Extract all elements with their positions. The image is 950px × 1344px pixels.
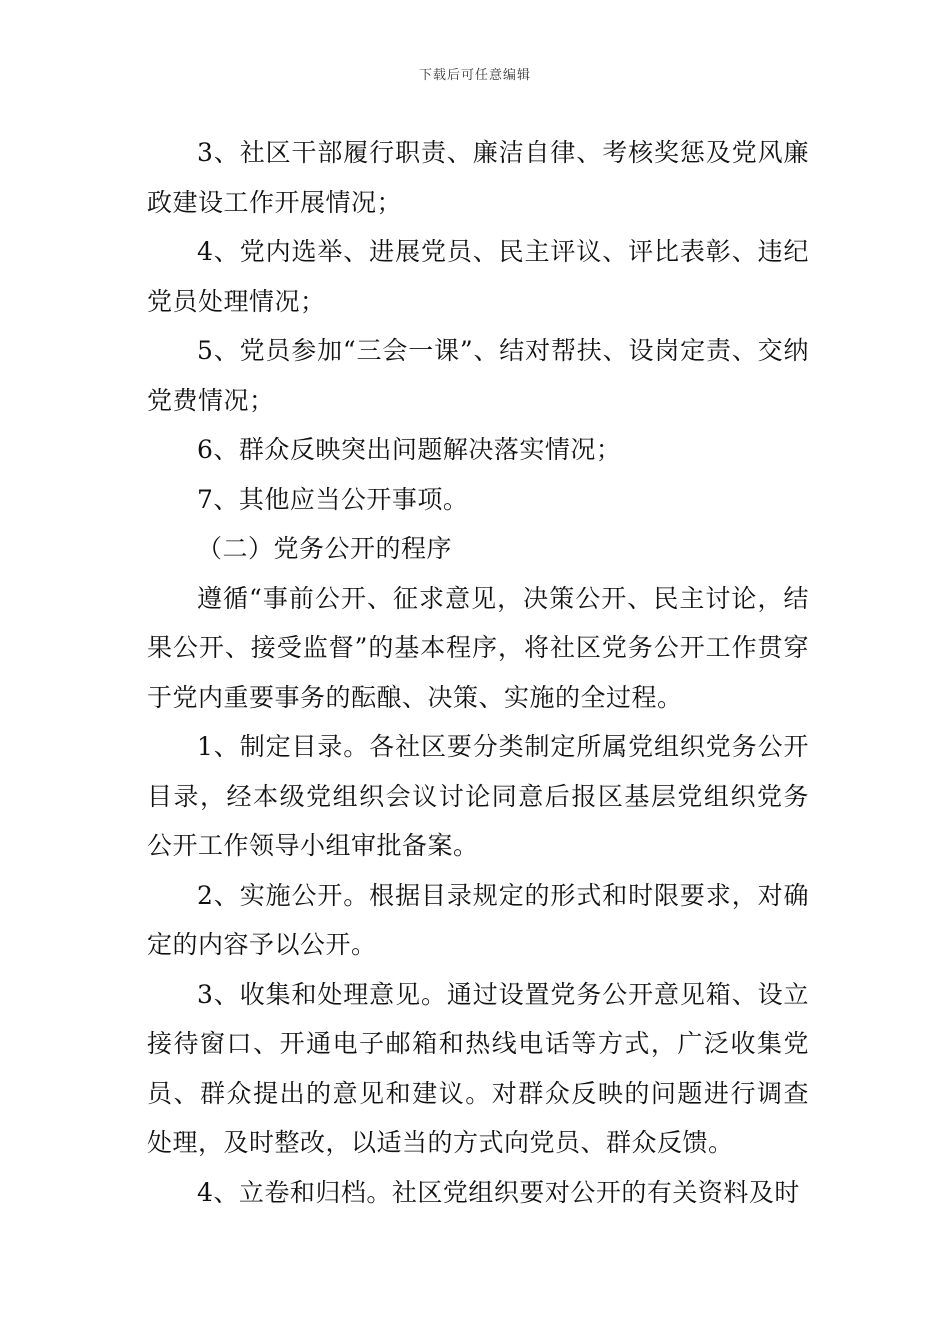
paragraph: 5、党员参加“三会一课”、结对帮扶、设岗定责、交纳党费情况； xyxy=(147,336,809,415)
page-header: 下载后可任意编辑 xyxy=(418,68,531,83)
paragraph: 2、实施公开。根据目录规定的形式和时限要求，对确定的内容予以公开。 xyxy=(147,880,809,959)
section-heading: （二）党务公开的程序 xyxy=(197,534,453,563)
paragraph: 遵循“事前公开、征求意见，决策公开、民主讨论，结果公开、接受监督”的基本程序，将社区党务公开工作贯穿于党内重要事务的酝酿、决策、实施的全过程。 xyxy=(147,583,809,712)
paragraph: 4、立卷和归档。社区党组织要对公开的有关资料及时 xyxy=(197,1177,800,1207)
paragraph: 7、其他应当公开事项。 xyxy=(197,484,469,514)
paragraph: 3、收集和处理意见。通过设置党务公开意见箱、设立接待窗口、开通电子邮箱和热线电话等方式，广泛收集党员、群众提出的意见和建议。对群众反映的问题进行调查处理，及时整改，以适当的方式向党员、群众反馈。 xyxy=(147,979,809,1157)
paragraph: 6、群众反映突出问题解决落实情况； xyxy=(197,435,622,464)
paragraph: 1、制定目录。各社区要分类制定所属党组织党务公开目录，经本级党组织会议讨论同意后报区基层党组织党务公开工作领导小组审批备案。 xyxy=(147,732,809,860)
paragraph: 4、党内选举、进展党员、民主评议、评比表彰、违纪党员处理情况； xyxy=(147,237,809,316)
paragraph: 3、社区干部履行职责、廉洁自律、考核奖惩及党风廉政建设工作开展情况； xyxy=(147,138,809,217)
document-body xyxy=(147,128,809,1217)
